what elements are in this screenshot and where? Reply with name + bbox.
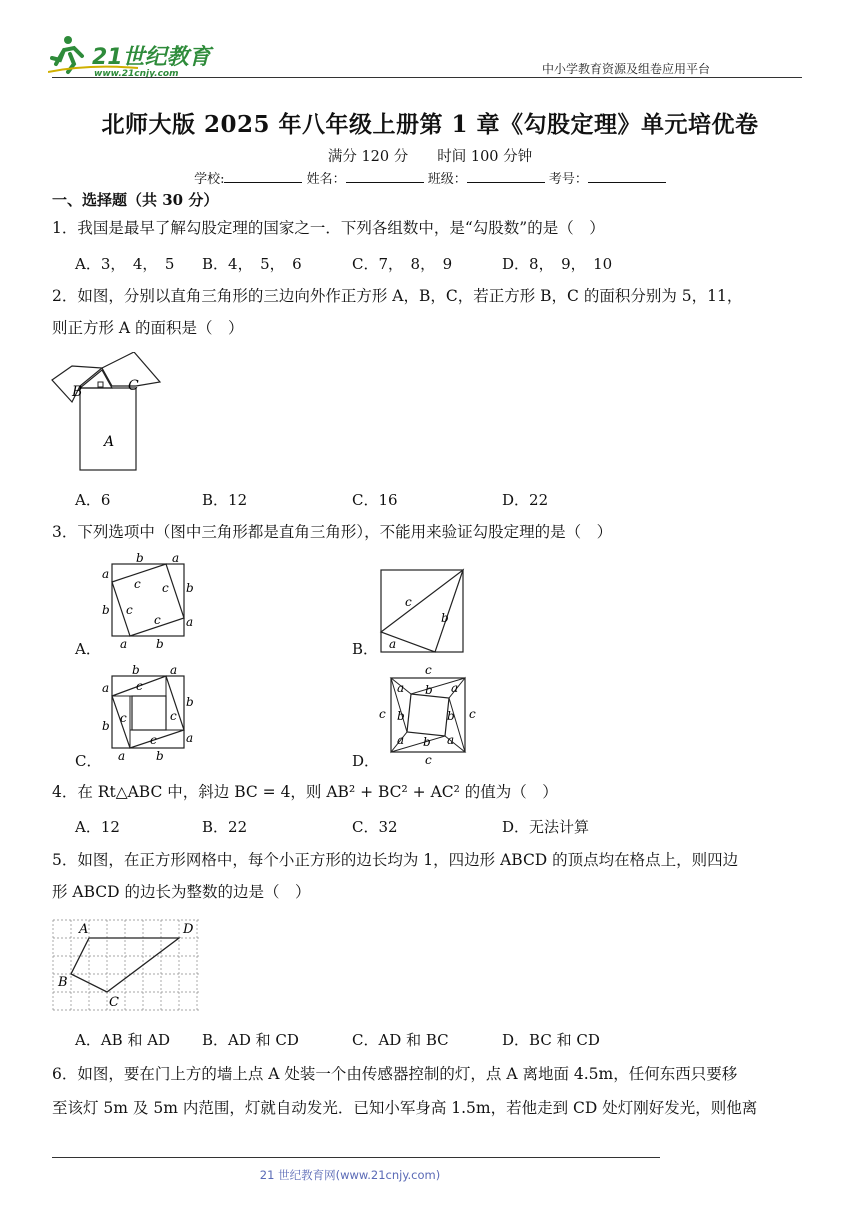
- q2-option-d[interactable]: D．22: [502, 491, 549, 509]
- q5-label-b: B: [58, 975, 68, 990]
- svg-text:b: b: [132, 663, 140, 677]
- svg-text:b: b: [156, 749, 164, 762]
- q2-label-a: A: [104, 434, 115, 450]
- q2-option-a[interactable]: A．6: [75, 491, 111, 509]
- svg-text:b: b: [136, 552, 144, 565]
- svg-text:a: a: [447, 733, 455, 747]
- svg-text:a: a: [397, 733, 405, 747]
- question-2-stem-line1: 2．如图，分别以直角三角形的三边向外作正方形 A，B，C，若正方形 B，C 的面积分别为 5，11，: [52, 287, 743, 305]
- svg-text:c: c: [170, 709, 177, 723]
- question-5-stem-line1: 5．如图，在正方形网格中，每个小正方形的边长均为 1，四边形 ABCD 的顶点均在格点上，则四边: [52, 851, 739, 869]
- platform-label: 中小学教育资源及组卷应用平台: [542, 62, 711, 76]
- page-title: 北师大版 2025 年八年级上册第 1 章《勾股定理》单元培优卷: [101, 111, 759, 138]
- q2-option-c[interactable]: C．16: [352, 491, 398, 509]
- svg-text:b: b: [425, 683, 433, 697]
- student-info-line: [0, 168, 860, 187]
- q3-option-a[interactable]: A．: [75, 640, 101, 658]
- svg-text:a: a: [170, 663, 178, 677]
- q2-label-b: B: [72, 384, 83, 400]
- q3-option-d[interactable]: D．: [352, 752, 380, 770]
- question-2-stem-line2: 则正方形 A 的面积是（ ）: [52, 319, 244, 337]
- q2-squares-figure: [50, 352, 170, 474]
- name-field[interactable]: [346, 170, 424, 183]
- exam-subtitle: 满分 120 分 时间 100 分钟: [327, 149, 533, 165]
- svg-text:c: c: [150, 733, 157, 747]
- q5-label-d: D: [183, 922, 194, 937]
- svg-text:a: a: [451, 681, 459, 695]
- site-logo: [48, 34, 218, 78]
- svg-text:b: b: [397, 709, 405, 723]
- q1-option-d[interactable]: D．8， 9， 10: [502, 255, 613, 273]
- q4-option-c[interactable]: C．32: [352, 818, 398, 836]
- svg-text:b: b: [423, 735, 431, 749]
- footer-divider: [52, 1157, 660, 1158]
- section-heading: 一、选择题（共 30 分）: [52, 191, 219, 209]
- svg-text:a: a: [102, 681, 110, 695]
- q5-grid-figure: [50, 916, 205, 1012]
- svg-text:c: c: [154, 613, 161, 627]
- svg-text:a: a: [389, 637, 397, 651]
- q4-option-b[interactable]: B．22: [202, 818, 248, 836]
- q3-option-b[interactable]: B．: [352, 640, 379, 658]
- q5-option-d[interactable]: D．BC 和 CD: [502, 1031, 600, 1049]
- svg-text:b: b: [186, 695, 194, 709]
- question-1-stem: 1．我国是最早了解勾股定理的国家之一．下列各组数中，是“勾股数”的是（ ）: [52, 219, 605, 237]
- svg-text:c: c: [405, 595, 412, 609]
- class-label: 班级：: [427, 172, 467, 187]
- q3-figure-d: [375, 664, 480, 766]
- svg-text:c: c: [126, 603, 133, 617]
- q5-label-c: C: [109, 995, 119, 1010]
- q1-option-b[interactable]: B．4， 5， 6: [202, 255, 302, 273]
- question-4-stem: 4．在 Rt△ABC 中，斜边 BC = 4，则 AB² + BC² + AC² 的值为（ ）: [52, 783, 558, 801]
- svg-text:c: c: [469, 707, 476, 721]
- school-label: 学校:: [194, 172, 225, 187]
- svg-text:c: c: [425, 753, 432, 766]
- name-label: 姓名：: [306, 172, 346, 187]
- footer-source[interactable]: 21 世纪教育网(www.21cnjy.com): [259, 1168, 441, 1182]
- logo-title: 21世纪教育: [92, 45, 211, 70]
- svg-text:c: c: [136, 679, 143, 693]
- question-3-stem: 3．下列选项中（图中三角形都是直角三角形），不能用来验证勾股定理的是（ ）: [52, 523, 613, 541]
- runner-logo-icon: [48, 34, 218, 78]
- svg-text:a: a: [120, 637, 128, 651]
- svg-text:b: b: [186, 581, 194, 595]
- q5-label-a: A: [79, 922, 89, 937]
- class-field[interactable]: [467, 170, 545, 183]
- svg-text:c: c: [120, 711, 127, 725]
- q2-label-c: C: [128, 378, 139, 394]
- svg-text:b: b: [156, 637, 164, 651]
- q5-option-a[interactable]: A．AB 和 AD: [75, 1031, 171, 1049]
- q4-option-a[interactable]: A．12: [75, 818, 120, 836]
- svg-text:a: a: [118, 749, 126, 762]
- logo-url: www.21cnjy.com: [94, 69, 179, 78]
- svg-text:a: a: [186, 731, 194, 745]
- svg-text:a: a: [186, 615, 194, 629]
- exam-no-field[interactable]: [588, 170, 666, 183]
- exam-no-label: 考号：: [548, 172, 588, 187]
- svg-text:c: c: [379, 707, 386, 721]
- q4-option-d[interactable]: D．无法计算: [502, 818, 590, 836]
- svg-text:b: b: [102, 719, 110, 733]
- header-divider: [52, 77, 802, 78]
- q3-figure-b: [375, 566, 470, 656]
- svg-text:a: a: [102, 567, 110, 581]
- q1-option-c[interactable]: C．7， 8， 9: [352, 255, 453, 273]
- q5-option-c[interactable]: C．AD 和 BC: [352, 1031, 449, 1049]
- question-6-stem-line2: 至该灯 5m 及 5m 内范围，灯就自动发光．已知小军身高 1.5m，若他走到 CD 处灯刚好发光，则他离: [52, 1099, 758, 1117]
- svg-text:b: b: [447, 709, 455, 723]
- svg-text:c: c: [162, 581, 169, 595]
- q3-option-c[interactable]: C．: [75, 752, 102, 770]
- svg-text:c: c: [134, 577, 141, 591]
- q5-option-b[interactable]: B．AD 和 CD: [202, 1031, 299, 1049]
- question-6-stem-line1: 6．如图，要在门上方的墙上点 A 处装一个由传感器控制的灯，点 A 离地面 4.5m，任何东西只要移: [52, 1065, 738, 1083]
- q2-option-b[interactable]: B．12: [202, 491, 248, 509]
- svg-text:a: a: [397, 681, 405, 695]
- svg-text:b: b: [441, 611, 449, 625]
- q3-figure-a: [100, 552, 200, 652]
- q1-option-a[interactable]: A．3， 4， 5: [75, 255, 175, 273]
- question-5-stem-line2: 形 ABCD 的边长为整数的边是（ ）: [52, 883, 311, 901]
- svg-text:c: c: [425, 664, 432, 677]
- svg-text:a: a: [172, 552, 180, 565]
- svg-text:b: b: [102, 603, 110, 617]
- school-field[interactable]: [224, 170, 302, 183]
- q3-figure-c: [100, 662, 200, 762]
